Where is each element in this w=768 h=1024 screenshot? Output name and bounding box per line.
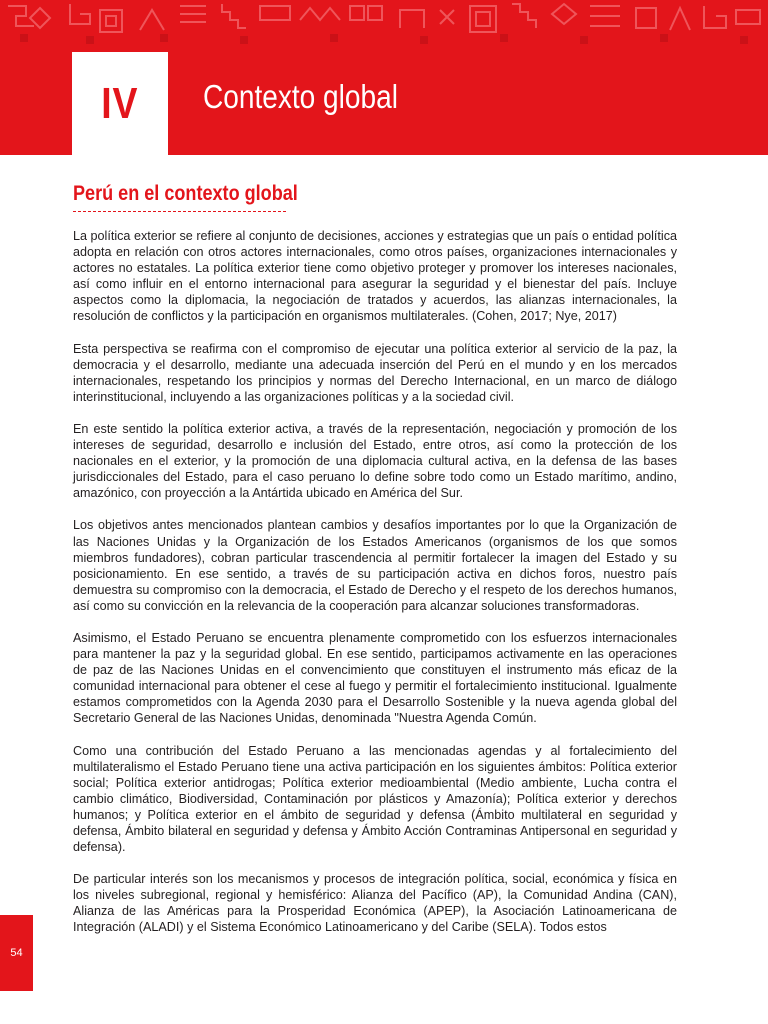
section-heading-underline [73,211,286,212]
page-number-tab [0,915,33,991]
chapter-number-box [72,52,168,155]
header-pattern-band [0,0,768,52]
paragraph: Asimismo, el Estado Peruano se encuentra plenamente comprometido con los esfuerzos internacionales para mantener la paz y la seguridad global. En ese sentido, participamos activamente en las operaciones de paz de las Naciones Unidas en el convencimiento que constituyen el instrumento más eficaz de la comunidad internacional para obtener el cese al fuego y permitir el fortalecimiento institucional. Igualmente estamos comprometidos con la Agenda 2030 para el Desarrollo Sostenible y la nueva agenda global del Secretario General de las Naciones Unidas, denominada "Nuestra Agenda Común. [73,630,677,726]
chapter-title: Contexto global [203,78,398,115]
paragraph: La política exterior se refiere al conjunto de decisiones, acciones y estrategias que un país o entidad política adopta en relación con otros actores internacionales, como otros países, organizaciones internacionales y actores no estatales. La política exterior tiene como objetivo proteger y promover los intereses nacionales, así como influir en el entorno internacional para asegurar la seguridad y el bienestar del país. Incluye aspectos como la diplomacia, la negociación de tratados y acuerdos, las alianzas internacionales, la resolución de conflictos y la participación en organismos multilaterales. (Cohen, 2017; Nye, 2017) [73,229,677,324]
paragraph: Esta perspectiva se reafirma con el compromiso de ejecutar una política exterior al servicio de la paz, la democracia y el desarrollo, mediante una adecuada inserción del Perú en el mundo y en los mercados internacionales, respetando los principios y normas del Derecho Internacional, en un marco de diálogo interinstitucional, incluyendo a las organizaciones políticas y a la sociedad civil. [73,341,677,404]
chapter-number: IV [101,78,139,128]
page-number: 54 [10,947,23,959]
paragraph: Como una contribución del Estado Peruano a las mencionadas agendas y al fortalecimiento del multilateralismo el Estado Peruano tiene una activa participación en los siguientes ámbitos: Política exterior social; Política exterior antidrogas; Política exterior medioambiental (Medio ambiente, Lucha contra el cambio climático, Biodiversidad, Contaminación por plásticos y Amazonía); Política exterior y derechos humanos; y Política exterior en el ámbito de seguridad y defensa (Ámbito multilateral en seguridad y defensa, Ámbito bilateral en seguridad y defensa y Ámbito Acción Contraminas Antipersonal en seguridad y defensa). [73,743,677,855]
andean-pattern-icon [0,0,768,52]
paragraph: En este sentido la política exterior activa, a través de la representación, negociación y promoción de los intereses de seguridad, desarrollo e inclusión del Estado, entre otros, así como la protección de los nacionales en el exterior, y la promoción de una diplomacia cultural activa, en la defensa de las bases jurisdiccionales del Estado, para el caso peruano lo define sobre todo como un Estado marítimo, andino, amazónico, con proyección a la Antártida ubicado en América del Sur. [73,421,677,501]
paragraph: Los objetivos antes mencionados plantean cambios y desafíos importantes por lo que la Organización de las Naciones Unidas y la Organización de los Estados Americanos (organismos de los que somos miembros fundadores), cobran particular trascendencia al permitir fortalecer la imagen del Estado y su posicionamiento. En ese sentido, a través de su participación activa en dichos foros, nuestro país demuestra su compromiso con la democracia, el Estado de Derecho y el respeto de los derechos humanos, así como su convicción en la relevancia de la cooperación para alcanzar soluciones transformadoras. [73,518,677,613]
paragraph: De particular interés son los mecanismos y procesos de integración política, social, económica y física en los niveles subregional, regional y hemisférico: Alianza del Pacífico (AP), la Comunidad Andina (CAN), Alianza de las Américas para la Prosperidad Económica (APEP), la Asociación Latinoamericana de Integración (ALADI) y el Sistema Económico Latinoamericano y del Caribe (SELA). Todos estos [73,872,677,935]
section-heading: Perú en el contexto global [73,182,298,205]
body-text [73,228,677,952]
